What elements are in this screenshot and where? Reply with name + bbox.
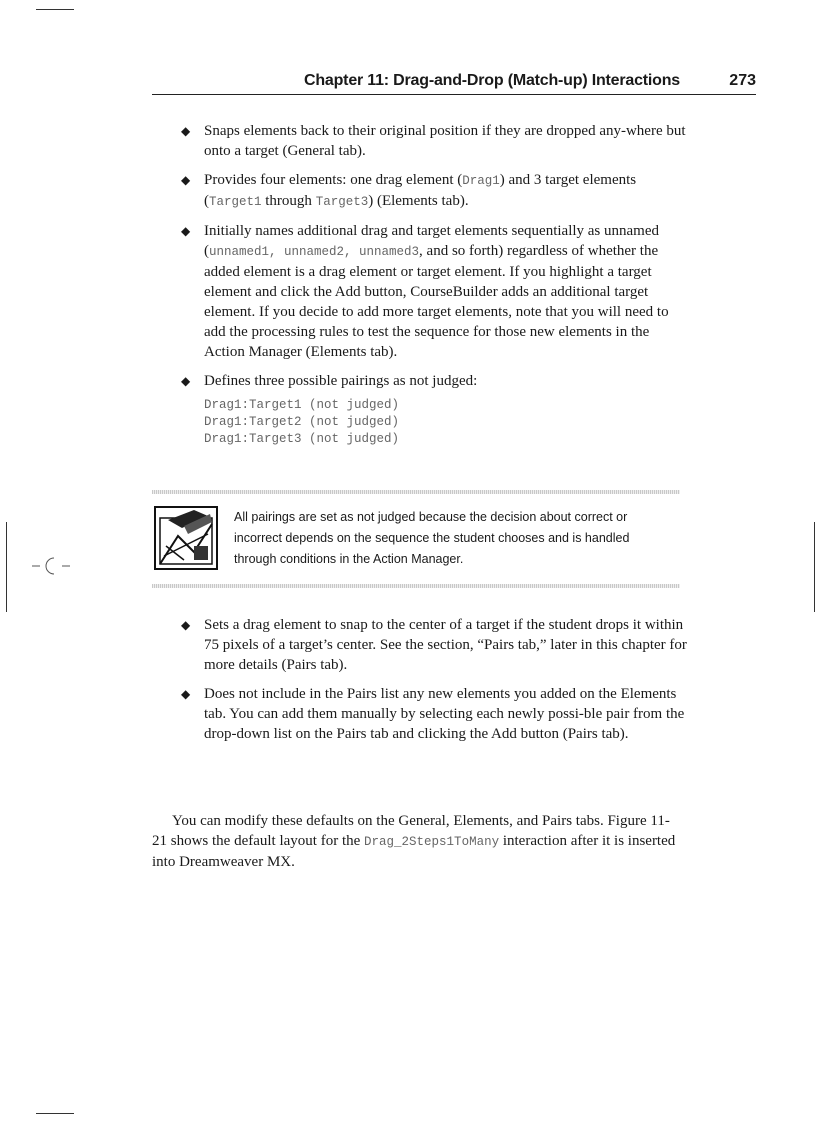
page-number: 273 bbox=[729, 72, 756, 89]
crop-mark-right bbox=[814, 522, 815, 612]
inline-code: Target1 bbox=[209, 195, 262, 209]
text-run: Provides four elements: one drag element ( bbox=[204, 172, 463, 188]
bullet-list-bottom bbox=[152, 615, 687, 753]
inline-code: unnamed1, unnamed2, unnamed3 bbox=[209, 245, 420, 259]
list-item bbox=[152, 221, 687, 362]
text-run: Defines three possible pairings as not judged: bbox=[204, 373, 478, 389]
list-item bbox=[152, 684, 687, 744]
note-top-rule bbox=[152, 490, 680, 494]
crop-mark-left bbox=[6, 522, 7, 612]
note-icon bbox=[154, 506, 218, 570]
running-header bbox=[152, 72, 756, 95]
text-run: through bbox=[261, 193, 316, 209]
inline-code: Target3 bbox=[315, 195, 369, 209]
diamond-bullet-icon: ◆ bbox=[181, 374, 191, 388]
text-run: , and so forth) regardless of whether the added element is a drag element or target element. If you highlight a target element and click the Add button, CourseBuilder adds an additional target element. If you decide to add more target elements, note that you will need to add the processing rules to test the sequence for those new elements in the Action Manager (Elements tab). bbox=[204, 243, 669, 360]
crop-mark-bottom bbox=[36, 1113, 74, 1114]
list-item bbox=[152, 615, 687, 675]
text-run: interaction after it is inserted into Dreamweaver MX. bbox=[152, 833, 676, 870]
text-run: Snaps elements back to their original position if they are dropped any-where but onto a target (General tab). bbox=[204, 123, 686, 159]
list-item bbox=[152, 121, 687, 161]
diamond-bullet-icon: ◆ bbox=[181, 618, 191, 632]
diamond-bullet-icon: ◆ bbox=[181, 224, 191, 238]
inline-code: Drag_2Steps1ToMany bbox=[364, 835, 500, 849]
closing-paragraph bbox=[152, 811, 682, 872]
diamond-bullet-icon: ◆ bbox=[181, 687, 191, 701]
note-box bbox=[152, 490, 680, 590]
note-bottom-rule bbox=[152, 584, 680, 588]
diamond-bullet-icon: ◆ bbox=[181, 173, 191, 187]
list-item bbox=[152, 371, 687, 448]
diamond-bullet-icon: ◆ bbox=[181, 124, 191, 138]
registration-mark-icon bbox=[30, 552, 72, 580]
bullet-list-top bbox=[152, 121, 687, 457]
text-run: Sets a drag element to snap to the center of a target if the student drops it within 75 pixels of a target’s center. See the section, “Pairs tab,” later in this chapter for more details (Pairs tab). bbox=[204, 617, 687, 673]
crop-mark-top bbox=[36, 9, 74, 10]
inline-code: Drag1 bbox=[462, 174, 500, 188]
text-run: ) (Elements tab). bbox=[368, 193, 469, 209]
note-text: All pairings are set as not judged because the decision about correct or incorrect depends on the sequence the student chooses and is handled through conditions in the Action Manager. bbox=[234, 510, 630, 566]
text-run: ) and 3 target elements ( bbox=[204, 172, 637, 209]
text-run: Initially names additional drag and target elements sequentially as unnamed ( bbox=[204, 223, 660, 259]
chapter-title: Chapter 11: Drag-and-Drop (Match-up) Interactions bbox=[303, 72, 680, 89]
code-block: Drag1:Target1 (not judged) Drag1:Target2 (not judged) Drag1:Target3 (not judged) bbox=[204, 398, 400, 446]
text-run: You can modify these defaults on the General, Elements, and Pairs tabs. Figure 11-21 shows the default layout for the bbox=[152, 813, 670, 849]
list-item bbox=[152, 170, 687, 212]
text-run: Does not include in the Pairs list any new elements you added on the Elements tab. You can add them manually by selecting each newly possi-ble pair from the drop-down list on the Pairs tab and clicking the Add button (Pairs tab). bbox=[204, 686, 685, 742]
